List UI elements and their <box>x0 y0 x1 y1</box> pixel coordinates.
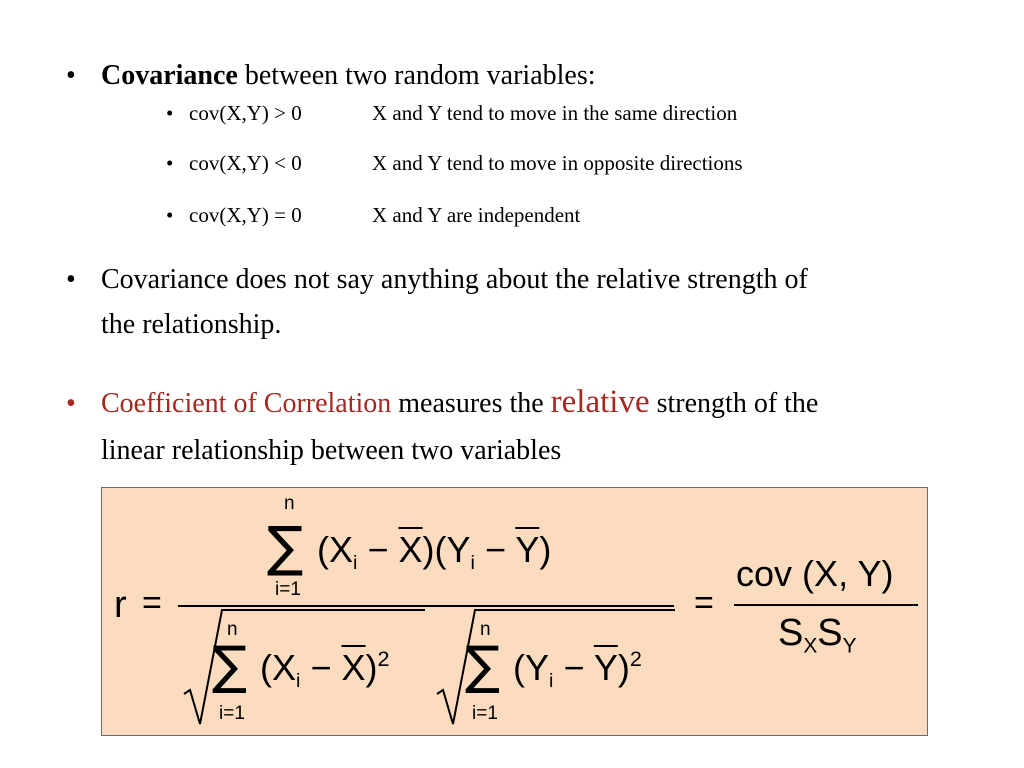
mean-y: $\overline{Y}$ <box>593 647 618 688</box>
summation-icon: ∑ <box>267 515 304 578</box>
sub-bullet-marker: • <box>166 203 174 227</box>
correlation-text-b: strength of the <box>649 388 819 419</box>
s-symbol: S <box>817 612 843 654</box>
var-y: Y <box>857 553 882 594</box>
cov-label: cov <box>736 553 793 594</box>
paren-close: ) <box>617 647 630 688</box>
summation-icon: ∑ <box>465 636 501 696</box>
paren-close: ) <box>881 553 894 594</box>
sub-item-condition: cov(X,Y) > 0 <box>189 101 302 125</box>
minus-sign: − <box>484 529 506 570</box>
paren-open: ( <box>802 553 815 594</box>
sum-lower-limit: i=1 <box>472 703 498 724</box>
index-i: i <box>470 551 475 574</box>
sub-bullet-marker: • <box>166 151 174 175</box>
sum-upper-limit: n <box>480 619 491 640</box>
sub-item-condition: cov(X,Y) < 0 <box>189 151 302 175</box>
denominator-x-expression <box>260 645 390 692</box>
summation-icon: ∑ <box>212 636 248 696</box>
bullet-strength-line1: Covariance does not say anything about the relative strength of <box>101 264 808 295</box>
correlation-formula-box <box>101 487 928 736</box>
sub-item-condition: cov(X,Y) = 0 <box>189 203 302 227</box>
paren-close: ) <box>422 529 435 570</box>
sum-lower-limit: i=1 <box>219 703 245 724</box>
comma: , <box>838 553 849 594</box>
bullet-covariance <box>101 62 596 90</box>
std-dev-product <box>778 612 857 658</box>
correlation-term: Coefficient of Correlation <box>101 388 392 419</box>
var-x: X <box>272 647 297 688</box>
bullet-correlation-line1 <box>101 386 818 419</box>
paren-open: ( <box>317 529 329 570</box>
paren-open: ( <box>513 647 525 688</box>
sub-y: Y <box>842 634 857 658</box>
bullet-strength-marker: • <box>66 264 76 295</box>
sum-upper-limit: n <box>284 493 295 514</box>
index-i: i <box>549 669 554 692</box>
index-i: i <box>296 669 301 692</box>
formula-equals: = <box>142 584 162 622</box>
mean-x: $\overline{X}$ <box>341 647 366 688</box>
minus-sign: − <box>367 529 389 570</box>
mean-x: $\overline{X}$ <box>398 529 423 570</box>
formula-r: r <box>114 584 127 626</box>
bullet-covariance-marker: • <box>66 60 76 91</box>
exponent: 2 <box>629 645 642 671</box>
sub-x: X <box>803 634 818 658</box>
correlation-text-a: measures the <box>391 388 551 419</box>
covariance-term: Covariance <box>101 60 238 91</box>
paren-open: ( <box>260 647 272 688</box>
mean-y: $\overline{Y}$ <box>515 529 540 570</box>
sub-item-meaning: X and Y tend to move in the same direction <box>372 101 738 125</box>
formula-equals: = <box>694 584 714 622</box>
var-x: X <box>814 553 839 594</box>
bullet-correlation-marker: • <box>66 388 76 419</box>
sum-lower-limit: i=1 <box>275 579 301 600</box>
s-symbol: S <box>778 612 804 654</box>
numerator-expression <box>317 529 552 574</box>
paren-open: ( <box>434 529 447 570</box>
denominator-y-expression <box>513 645 642 692</box>
correlation-emphasis: relative <box>550 384 650 420</box>
var-y: Y <box>525 647 550 688</box>
sub-item-meaning: X and Y are independent <box>372 203 581 227</box>
bullet-strength-line2: the relationship. <box>101 309 282 340</box>
minus-sign: − <box>310 647 332 688</box>
paren-close: ) <box>539 529 552 570</box>
var-y: Y <box>446 529 471 570</box>
sub-bullet-marker: • <box>166 101 174 125</box>
bullet-correlation-line2: linear relationship between two variables <box>101 435 562 466</box>
index-i: i <box>353 551 358 574</box>
var-x: X <box>329 529 354 570</box>
paren-close: ) <box>365 647 378 688</box>
covariance-text: between two random variables: <box>237 60 596 91</box>
rhs-fraction-bar <box>734 604 918 606</box>
sub-item-meaning: X and Y tend to move in opposite directions <box>372 151 743 175</box>
sum-upper-limit: n <box>227 619 238 640</box>
exponent: 2 <box>377 645 390 671</box>
minus-sign: − <box>563 647 585 688</box>
cov-expression <box>736 553 894 594</box>
